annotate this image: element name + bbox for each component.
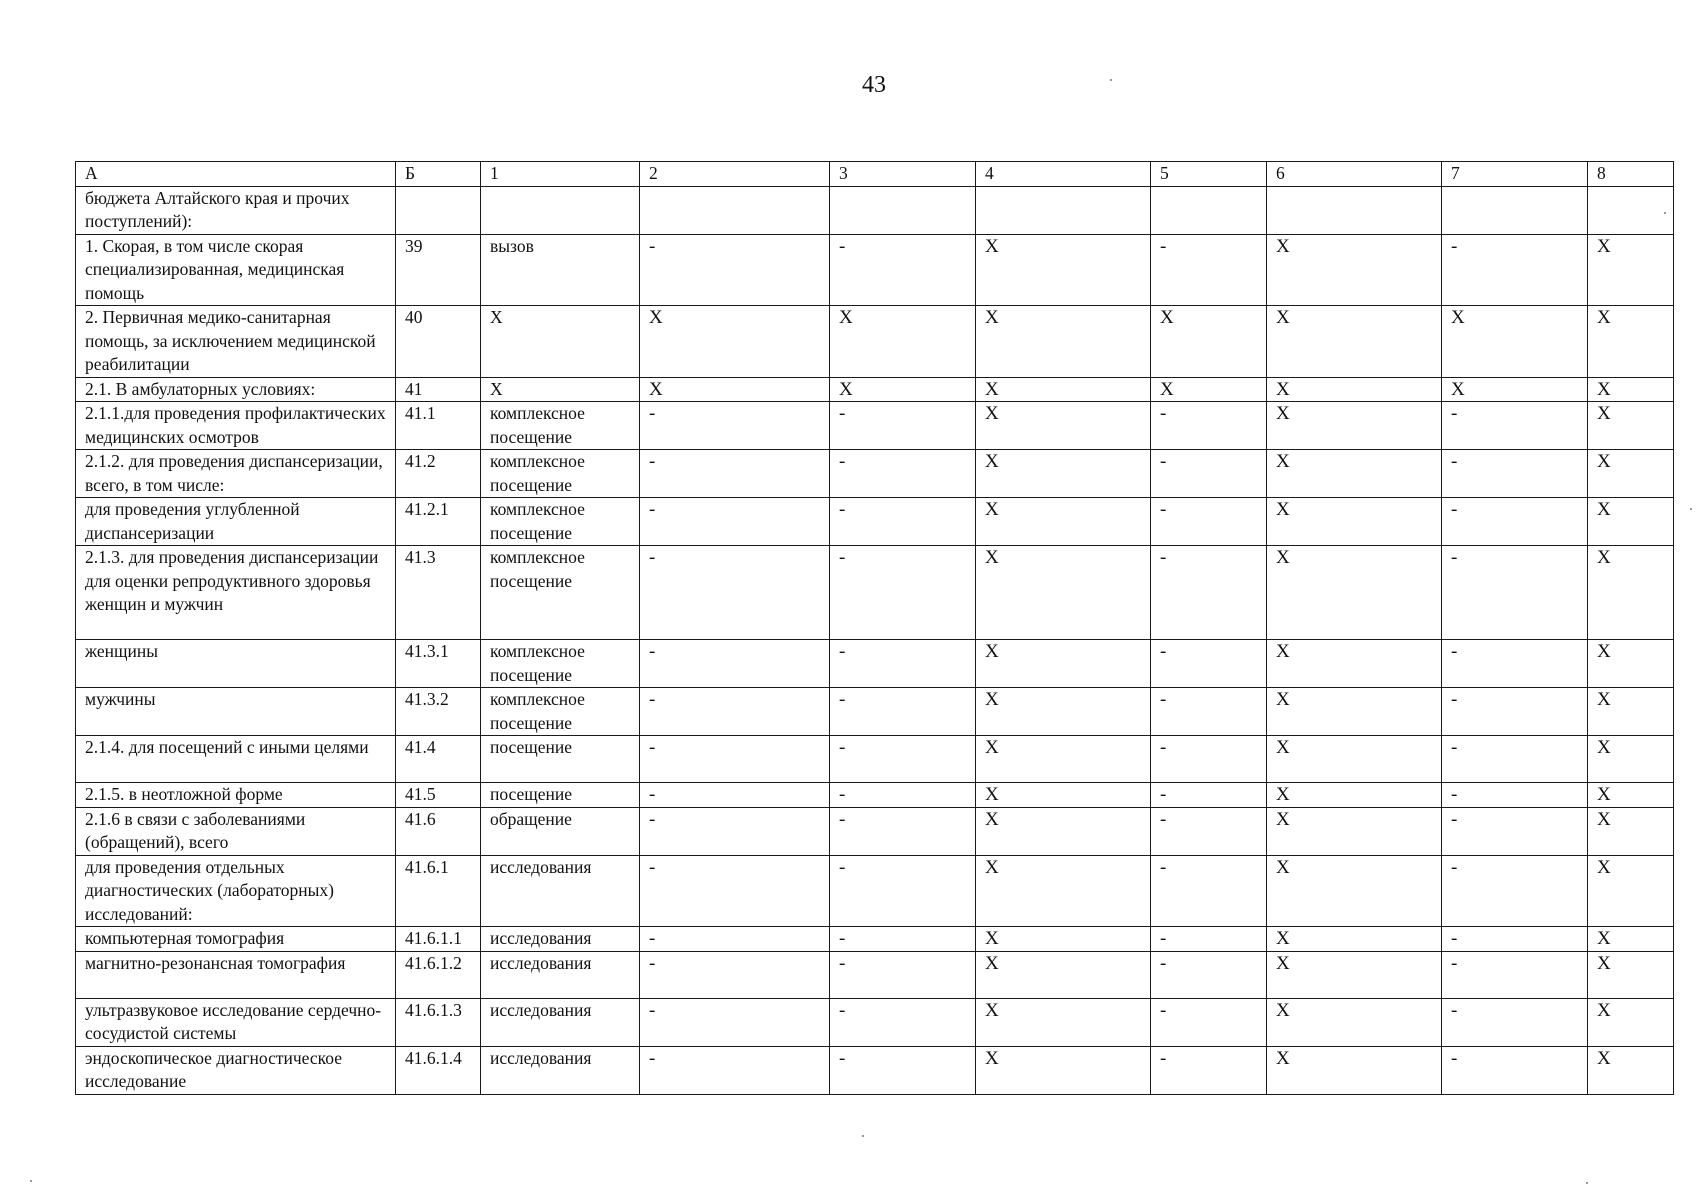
col6-cell <box>1267 186 1442 234</box>
col6-cell: Х <box>1267 306 1442 378</box>
col5-cell: - <box>1151 998 1267 1046</box>
row-label: 2.1.5. в неотложной форме <box>76 783 396 808</box>
table-row <box>76 927 1674 952</box>
row-label: 2. Первичная медико-санитарная помощь, за исключением медицинской реабилитации <box>76 306 396 378</box>
col3-cell: - <box>830 688 976 736</box>
row-code: 41.6 <box>396 807 481 855</box>
col4-cell: Х <box>976 640 1151 688</box>
scan-speck <box>1110 79 1112 81</box>
col5-cell <box>1151 186 1267 234</box>
col5-cell: - <box>1151 783 1267 808</box>
col6-cell: Х <box>1267 688 1442 736</box>
row-label: 1. Скорая, в том числе скорая специализированная, медицинская помощь <box>76 234 396 306</box>
unit-cell: исследования <box>481 998 640 1046</box>
row-label: женщины <box>76 640 396 688</box>
col4-cell: Х <box>976 736 1151 783</box>
row-label: 2.1.6 в связи с заболеваниями (обращений), всего <box>76 807 396 855</box>
col3-cell: - <box>830 807 976 855</box>
scan-speck <box>30 1180 32 1182</box>
row-label: мужчины <box>76 688 396 736</box>
table-row <box>76 450 1674 498</box>
column-header: 4 <box>976 162 1151 187</box>
col6-cell: Х <box>1267 402 1442 450</box>
col3-cell: - <box>830 998 976 1046</box>
col4-cell: Х <box>976 1046 1151 1094</box>
col5-cell: - <box>1151 688 1267 736</box>
col5-cell: - <box>1151 736 1267 783</box>
col2-cell <box>640 186 830 234</box>
scan-speck <box>862 1135 864 1137</box>
row-label: 2.1.2. для проведения диспансеризации, всего, в том числе: <box>76 450 396 498</box>
col3-cell: - <box>830 736 976 783</box>
row-label: 2.1. В амбулаторных условиях: <box>76 377 396 402</box>
col2-cell: - <box>640 807 830 855</box>
col8-cell: Х <box>1588 807 1674 855</box>
col8-cell: Х <box>1588 688 1674 736</box>
col5-cell: - <box>1151 927 1267 952</box>
table-row <box>76 306 1674 378</box>
col5-cell: - <box>1151 402 1267 450</box>
col7-cell: - <box>1442 807 1588 855</box>
col4-cell: Х <box>976 807 1151 855</box>
col8-cell <box>1588 186 1674 234</box>
col6-cell: Х <box>1267 234 1442 306</box>
col7-cell: - <box>1442 998 1588 1046</box>
table-row <box>76 688 1674 736</box>
col7-cell: - <box>1442 927 1588 952</box>
col3-cell: - <box>830 855 976 927</box>
col8-cell: Х <box>1588 951 1674 998</box>
column-header: 3 <box>830 162 976 187</box>
row-code: 41.4 <box>396 736 481 783</box>
col6-cell: Х <box>1267 927 1442 952</box>
col7-cell: - <box>1442 783 1588 808</box>
row-code: 40 <box>396 306 481 378</box>
col8-cell: Х <box>1588 736 1674 783</box>
col7-cell: - <box>1442 951 1588 998</box>
col5-cell: Х <box>1151 377 1267 402</box>
col7-cell: - <box>1442 402 1588 450</box>
col2-cell: - <box>640 927 830 952</box>
unit-cell: исследования <box>481 951 640 998</box>
table-row <box>76 498 1674 546</box>
col5-cell: - <box>1151 951 1267 998</box>
row-code: 41.6.1 <box>396 855 481 927</box>
col2-cell: - <box>640 855 830 927</box>
col5-cell: - <box>1151 1046 1267 1094</box>
unit-cell: исследования <box>481 855 640 927</box>
row-label: магнитно-резонансная томография <box>76 951 396 998</box>
unit-cell: комплексное посещение <box>481 688 640 736</box>
col2-cell: - <box>640 450 830 498</box>
row-code: 41.6.1.3 <box>396 998 481 1046</box>
row-code <box>396 186 481 234</box>
row-label: компьютерная томография <box>76 927 396 952</box>
row-code: 41.6.1.4 <box>396 1046 481 1094</box>
column-header: А <box>76 162 396 187</box>
col3-cell: - <box>830 1046 976 1094</box>
col4-cell: Х <box>976 855 1151 927</box>
col4-cell: Х <box>976 234 1151 306</box>
col2-cell: - <box>640 688 830 736</box>
row-code: 41.3.2 <box>396 688 481 736</box>
col6-cell: Х <box>1267 546 1442 640</box>
unit-cell: вызов <box>481 234 640 306</box>
col4-cell: Х <box>976 546 1151 640</box>
row-code: 41.5 <box>396 783 481 808</box>
col5-cell: - <box>1151 234 1267 306</box>
column-header: 7 <box>1442 162 1588 187</box>
col4-cell: Х <box>976 498 1151 546</box>
col6-cell: Х <box>1267 783 1442 808</box>
col6-cell: Х <box>1267 450 1442 498</box>
col3-cell: Х <box>830 377 976 402</box>
column-header: 2 <box>640 162 830 187</box>
col2-cell: - <box>640 498 830 546</box>
row-label: для проведения отдельных диагностических (лабораторных) исследований: <box>76 855 396 927</box>
col8-cell: Х <box>1588 927 1674 952</box>
col6-cell: Х <box>1267 807 1442 855</box>
col2-cell: - <box>640 736 830 783</box>
col6-cell: Х <box>1267 498 1442 546</box>
col6-cell: Х <box>1267 377 1442 402</box>
row-code: 41.6.1.2 <box>396 951 481 998</box>
col4-cell: Х <box>976 688 1151 736</box>
col4-cell: Х <box>976 377 1151 402</box>
scan-speck <box>1586 1182 1588 1184</box>
col6-cell: Х <box>1267 1046 1442 1094</box>
column-header: 1 <box>481 162 640 187</box>
col3-cell: - <box>830 640 976 688</box>
scan-speck <box>1664 212 1666 214</box>
col7-cell: - <box>1442 855 1588 927</box>
col3-cell: - <box>830 783 976 808</box>
col8-cell: Х <box>1588 998 1674 1046</box>
col6-cell: Х <box>1267 640 1442 688</box>
table-row <box>76 1046 1674 1094</box>
unit-cell: комплексное посещение <box>481 402 640 450</box>
col7-cell <box>1442 186 1588 234</box>
col5-cell: - <box>1151 546 1267 640</box>
col5-cell: - <box>1151 855 1267 927</box>
col5-cell: - <box>1151 807 1267 855</box>
row-label: 2.1.3. для проведения диспансеризации для оценки репродуктивного здоровья женщин и мужчин <box>76 546 396 640</box>
col8-cell: Х <box>1588 402 1674 450</box>
column-header: Б <box>396 162 481 187</box>
row-code: 41.3.1 <box>396 640 481 688</box>
col3-cell: - <box>830 498 976 546</box>
col2-cell: - <box>640 998 830 1046</box>
row-label: для проведения углубленной диспансеризации <box>76 498 396 546</box>
col7-cell: - <box>1442 1046 1588 1094</box>
col2-cell: - <box>640 234 830 306</box>
col4-cell: Х <box>976 998 1151 1046</box>
table-row <box>76 951 1674 998</box>
col7-cell: Х <box>1442 377 1588 402</box>
col6-cell: Х <box>1267 855 1442 927</box>
col7-cell: - <box>1442 640 1588 688</box>
col3-cell: - <box>830 546 976 640</box>
col7-cell: Х <box>1442 306 1588 378</box>
row-label: бюджета Алтайского края и прочих поступлений): <box>76 186 396 234</box>
col4-cell: Х <box>976 951 1151 998</box>
col7-cell: - <box>1442 450 1588 498</box>
col6-cell: Х <box>1267 736 1442 783</box>
col8-cell: Х <box>1588 377 1674 402</box>
col8-cell: Х <box>1588 783 1674 808</box>
unit-cell <box>481 186 640 234</box>
unit-cell: исследования <box>481 927 640 952</box>
table-row <box>76 783 1674 808</box>
col4-cell: Х <box>976 927 1151 952</box>
unit-cell: исследования <box>481 1046 640 1094</box>
scan-speck <box>1690 508 1692 510</box>
row-label: 2.1.4. для посещений с иными целями <box>76 736 396 783</box>
table-row <box>76 855 1674 927</box>
col2-cell: - <box>640 402 830 450</box>
row-label: ультразвуковое исследование сердечно-сосудистой системы <box>76 998 396 1046</box>
col8-cell: Х <box>1588 234 1674 306</box>
row-code: 41.6.1.1 <box>396 927 481 952</box>
col6-cell: Х <box>1267 998 1442 1046</box>
unit-cell: комплексное посещение <box>481 498 640 546</box>
table-row <box>76 640 1674 688</box>
col8-cell: Х <box>1588 640 1674 688</box>
table-row <box>76 736 1674 783</box>
col2-cell: - <box>640 783 830 808</box>
col8-cell: Х <box>1588 450 1674 498</box>
table-row <box>76 807 1674 855</box>
col7-cell: - <box>1442 234 1588 306</box>
col4-cell <box>976 186 1151 234</box>
data-table <box>75 161 1674 1095</box>
col6-cell: Х <box>1267 951 1442 998</box>
col5-cell: - <box>1151 450 1267 498</box>
unit-cell: Х <box>481 306 640 378</box>
unit-cell: посещение <box>481 736 640 783</box>
page-number: 43 <box>862 72 886 98</box>
col4-cell: Х <box>976 450 1151 498</box>
row-code: 41 <box>396 377 481 402</box>
col3-cell: - <box>830 234 976 306</box>
col3-cell <box>830 186 976 234</box>
col2-cell: - <box>640 1046 830 1094</box>
col8-cell: Х <box>1588 1046 1674 1094</box>
row-code: 41.2.1 <box>396 498 481 546</box>
row-label: эндоскопическое диагностическое исследование <box>76 1046 396 1094</box>
row-code: 39 <box>396 234 481 306</box>
table-row <box>76 546 1674 640</box>
column-header: 6 <box>1267 162 1442 187</box>
table-row <box>76 402 1674 450</box>
col3-cell: - <box>830 951 976 998</box>
table-header-row <box>76 162 1674 187</box>
row-label: 2.1.1.для проведения профилактических медицинских осмотров <box>76 402 396 450</box>
unit-cell: комплексное посещение <box>481 450 640 498</box>
col4-cell: Х <box>976 306 1151 378</box>
table-row <box>76 234 1674 306</box>
table-row <box>76 998 1674 1046</box>
col5-cell: - <box>1151 640 1267 688</box>
row-code: 41.3 <box>396 546 481 640</box>
col2-cell: - <box>640 546 830 640</box>
col3-cell: - <box>830 927 976 952</box>
column-header: 5 <box>1151 162 1267 187</box>
table-row <box>76 186 1674 234</box>
unit-cell: комплексное посещение <box>481 546 640 640</box>
col3-cell: - <box>830 450 976 498</box>
col8-cell: Х <box>1588 546 1674 640</box>
column-header: 8 <box>1588 162 1674 187</box>
col5-cell: Х <box>1151 306 1267 378</box>
col2-cell: - <box>640 640 830 688</box>
col7-cell: - <box>1442 736 1588 783</box>
col8-cell: Х <box>1588 498 1674 546</box>
unit-cell: посещение <box>481 783 640 808</box>
col2-cell: Х <box>640 377 830 402</box>
row-code: 41.2 <box>396 450 481 498</box>
col5-cell: - <box>1151 498 1267 546</box>
unit-cell: обращение <box>481 807 640 855</box>
col4-cell: Х <box>976 402 1151 450</box>
row-code: 41.1 <box>396 402 481 450</box>
table-row <box>76 377 1674 402</box>
col7-cell: - <box>1442 688 1588 736</box>
col8-cell: Х <box>1588 306 1674 378</box>
unit-cell: Х <box>481 377 640 402</box>
col7-cell: - <box>1442 498 1588 546</box>
unit-cell: комплексное посещение <box>481 640 640 688</box>
col3-cell: - <box>830 402 976 450</box>
col8-cell: Х <box>1588 855 1674 927</box>
col2-cell: Х <box>640 306 830 378</box>
col4-cell: Х <box>976 783 1151 808</box>
col3-cell: Х <box>830 306 976 378</box>
table-body <box>76 162 1674 1095</box>
col7-cell: - <box>1442 546 1588 640</box>
col2-cell: - <box>640 951 830 998</box>
